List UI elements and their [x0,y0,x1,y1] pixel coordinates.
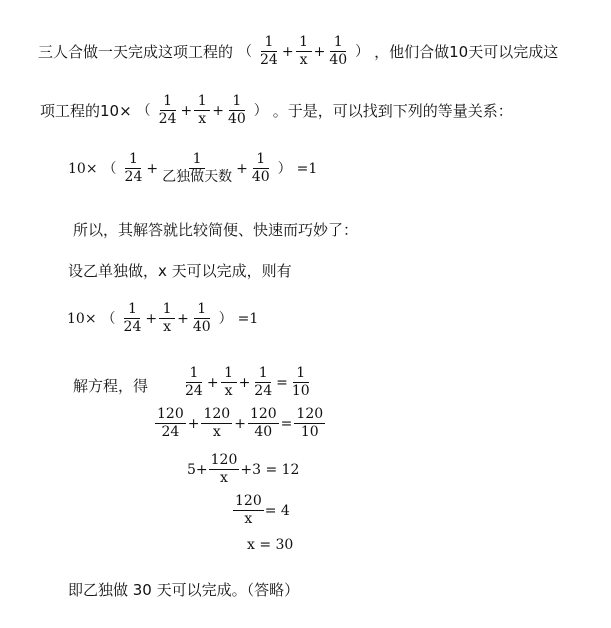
simple-solution-text: 所以，其解答就比较简便、快速而巧妙了： [73,221,359,239]
fraction-numerator: 120 [235,493,262,509]
fraction-120-over-x [233,494,264,527]
intro-right-paren-1: ） [355,43,370,60]
fraction-120-over-40 [248,407,279,440]
fraction-1-over-40 [191,302,213,335]
fraction-denominator: 乙独做天数 [162,169,233,185]
fraction-numerator: 1 [160,94,176,111]
plus-sign: + [238,374,251,391]
fraction-denominator: x [198,111,207,127]
plus-sign: + [180,102,193,119]
fraction-denominator: 40 [227,111,246,127]
equation-right-paren: ） [218,310,233,327]
equals-sign: = [276,374,288,391]
fraction-denominator: 24 [254,383,273,399]
fraction-numerator: 1 [159,302,175,319]
plus-sign: + [145,310,158,327]
plus-sign: + [313,43,326,60]
fraction-numerator: 1 [296,35,312,52]
equation-right-paren: ） [277,160,292,177]
fraction-120-over-10 [294,407,325,440]
fraction-denominator: x [299,52,308,68]
fraction-numerator: 1 [253,152,269,169]
fraction-numerator: 1 [229,94,245,111]
equation-days-relation [68,152,317,185]
step-4-tail: = 4 [264,502,290,519]
intro-left-paren-2: （ [136,102,151,119]
fraction-numerator: 1 [186,366,202,383]
fraction-numerator: 1 [261,35,277,52]
intro-right-paren-2: ） [253,102,268,119]
fraction-denominator: x [224,383,233,399]
fraction-denominator: 10 [300,424,319,440]
equation-equals-one: =1 [296,160,318,177]
fraction-1-over-24 [122,302,144,335]
intro-left-paren-1: （ [238,43,253,60]
fraction-numerator: 120 [249,406,277,422]
fraction-numerator: 120 [296,406,324,422]
fraction-numerator: 1 [189,152,205,169]
fraction-numerator: 1 [194,302,210,319]
solution-step-4 [232,494,290,527]
fraction-1-over-x [221,366,237,399]
fraction-denominator: 24 [185,383,203,399]
fraction-1-over-10 [290,366,312,399]
equation-equals-one: =1 [237,310,259,327]
plus-sign: + [206,374,219,391]
intro-fraction-expression-1 [257,35,350,68]
fraction-1-over-days-for-b [160,152,234,185]
equation-left-paren: （ [101,310,116,327]
plus-sign: + [177,310,189,327]
solution-step-1 [182,366,313,399]
fraction-denominator: 40 [329,52,348,68]
fraction-1-over-x [194,94,210,127]
fraction-numerator: 1 [125,152,141,169]
fraction-denominator: x [220,470,228,486]
fraction-numerator: 1 [255,366,271,383]
fraction-1-over-24 [258,35,280,68]
fraction-denominator: 40 [192,319,211,335]
intro-line-2 [40,94,513,127]
intro-line-2-prefix: 项工程的10× [40,101,132,120]
equation-prefix: 10× [68,160,98,177]
plus-sign: + [146,160,159,177]
equals-sign: = [280,415,293,432]
fraction-1-over-x [296,35,312,68]
fraction-denominator: 24 [123,319,142,335]
fraction-numerator: 1 [194,94,210,111]
plus-sign: + [281,43,294,60]
fraction-numerator: 120 [210,452,238,468]
conclusion-text: 即乙独做 30 天可以完成。（答略） [68,581,300,599]
intro-line-1-prefix: 三人合做一天完成这项工程的 [38,42,234,61]
solution-step-3 [187,453,299,486]
fraction-denominator: x [212,424,221,440]
intro-line-1-suffix: ，他们合做10天可以完成这 [374,42,559,61]
intro-line-2-suffix: 。于是，可以找到下列的等量关系： [272,101,513,120]
fraction-numerator: 120 [157,406,184,422]
equation-left-paren: （ [102,160,117,177]
fraction-denominator: x [163,319,172,335]
fraction-denominator: x [244,511,253,527]
plus-sign: + [187,415,200,432]
fraction-1-over-40 [226,94,248,127]
fraction-1-over-x [159,302,175,335]
fraction-numerator: 1 [330,35,346,52]
fraction-numerator: 1 [124,302,140,319]
fraction-1-over-24 [157,94,179,127]
fraction-numerator: 1 [293,366,309,383]
fraction-120-over-x [201,407,232,440]
fraction-numerator: 120 [203,406,231,422]
fraction-1-over-40 [250,152,272,185]
fraction-denominator: 24 [260,52,278,68]
fraction-1-over-24 [183,366,205,399]
fraction-120-over-x [209,453,240,486]
step-3-tail: +3 = 12 [240,461,300,478]
fraction-1-over-24 [123,152,145,185]
fraction-1-over-40 [327,35,349,68]
plus-sign: + [236,160,248,177]
fraction-denominator: 24 [161,424,180,440]
intro-line-1 [38,35,558,68]
fraction-1-over-24-second [252,366,274,399]
equation-x-days [67,302,258,335]
plus-sign: + [212,102,224,119]
solve-equation-label: 解方程，得 [73,377,149,395]
fraction-denominator: 24 [158,111,177,127]
fraction-numerator: 1 [221,366,237,383]
fraction-denominator: 10 [291,383,310,399]
solution-step-5: x = 30 [247,537,294,553]
step-3-lead: 5+ [187,461,208,478]
fraction-denominator: 40 [251,169,270,185]
solution-step-2 [154,407,326,440]
equation-prefix: 10× [67,310,97,327]
intro-fraction-expression-2 [156,94,249,127]
fraction-denominator: 24 [124,169,143,185]
plus-sign: + [234,415,246,432]
fraction-120-over-24 [155,407,186,440]
fraction-denominator: 40 [254,424,273,440]
assumption-text: 设乙单独做，x 天可以完成，则有 [68,262,292,280]
